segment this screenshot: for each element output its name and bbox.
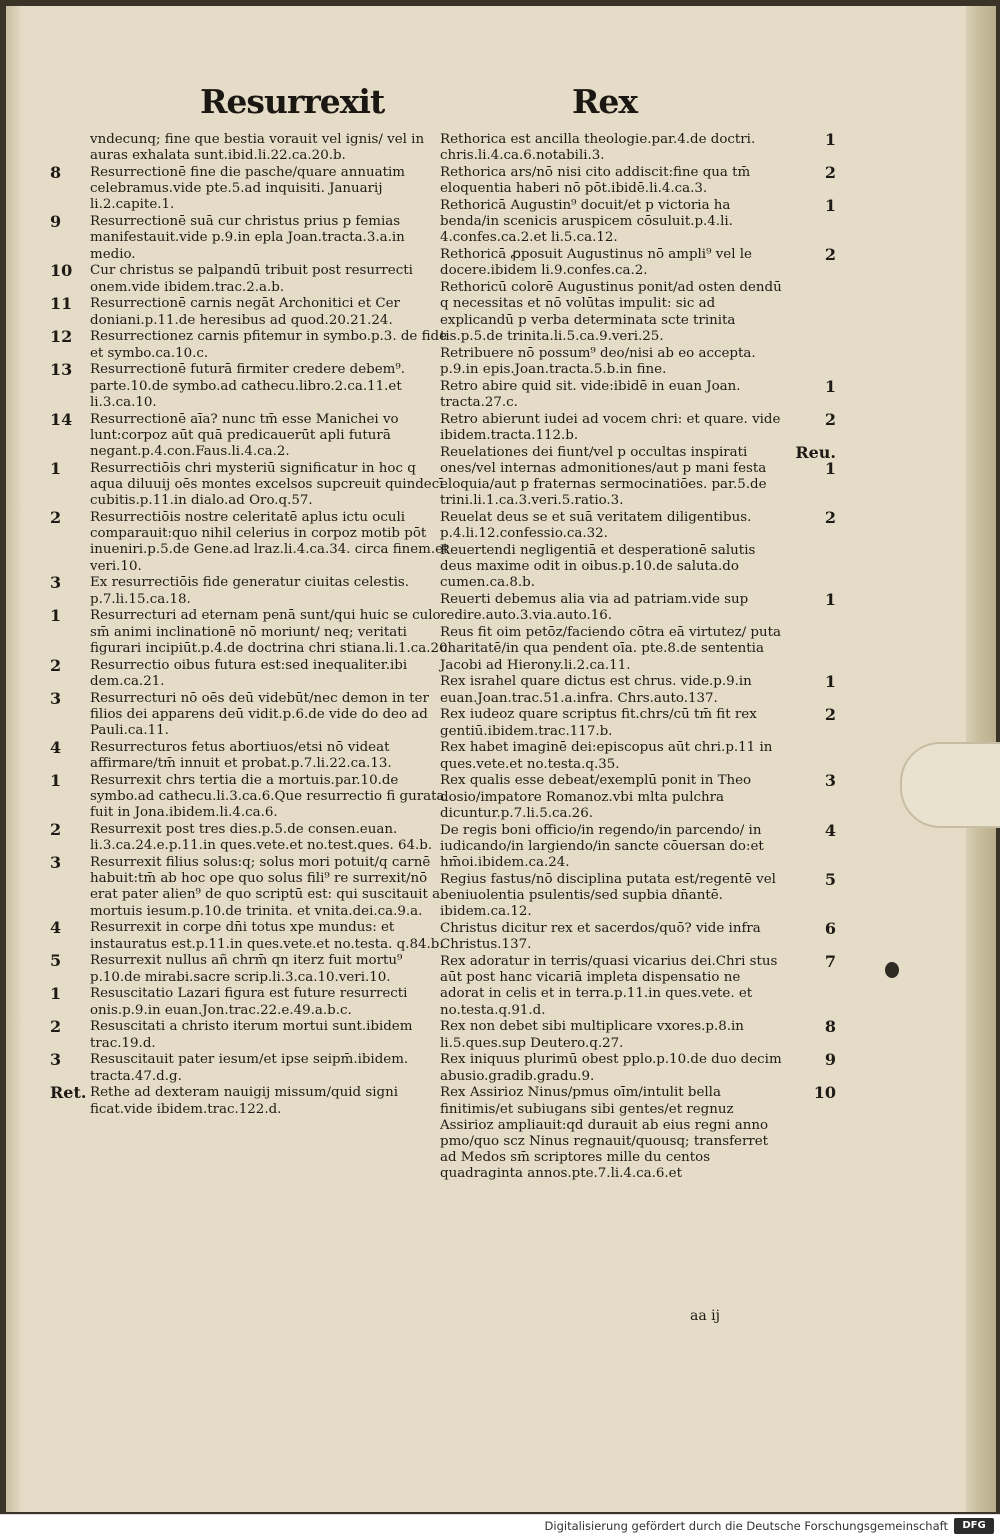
entry-text: Rex adoratur in terris/quasi vicarius dei.Chri stus aūt post hanc vicariā impleta dispensatio ne adorat in celis et in terra.p.11.in ques.vete. et no.testa.q.91.d. xyxy=(440,954,778,1018)
entry-number: Reu. 1 xyxy=(795,442,836,478)
entry-number: 5 xyxy=(824,869,836,889)
entry-text: Retribuere nō possum⁹ deo/nisi ab eo accepta. p.9.in epis.Joan.tracta.5.b.in fine. xyxy=(440,345,756,377)
entry-text: Reuertendi negligentiā et desperationē salutis deus maxime odit in oibus.p.10.de saluta.do cumen.ca.8.b. xyxy=(440,543,756,591)
entry-number: 1 xyxy=(50,606,62,626)
index-entry xyxy=(440,543,840,592)
entry-text: Resurrectionē fine die pasche/quare annuatim celebramus.vide pte.5.ad inquisiti. Januarij li.2.capite.1. xyxy=(90,165,405,213)
index-entry xyxy=(42,458,452,510)
index-entry xyxy=(42,855,452,920)
entry-number: Ret. xyxy=(50,1083,87,1103)
entry-number: 4 xyxy=(50,918,62,938)
index-entry xyxy=(42,688,452,740)
index-entry xyxy=(42,737,452,772)
entry-number: 3 xyxy=(50,853,62,873)
index-entry xyxy=(440,773,840,822)
entry-number: 9 xyxy=(824,1050,836,1070)
entry-text: vndecunq; fine que bestia vorauit vel ignis/ vel in auras exhalata sunt.ibid.li.22.ca.20.b. xyxy=(90,132,425,164)
index-entry xyxy=(42,296,452,328)
entry-number: 1 xyxy=(50,458,62,478)
running-head-right: Rex xyxy=(572,82,638,121)
entry-text: Rethorica ars/nō nisi cito addiscit:fine qua tm̄ eloquentia haberi nō pōt.ibidē.li.4.ca.3. xyxy=(440,165,751,197)
dfg-logo: DFG xyxy=(954,1518,994,1534)
right-column xyxy=(440,132,840,1183)
entry-number: 1 xyxy=(824,196,836,215)
entry-number: 2 xyxy=(50,820,62,840)
index-entry xyxy=(42,263,452,295)
entry-text: Resurrexit in corpe dn̄i totus xpe mundus: et instauratus est.p.11.in ques.vete.et no.testa. q.84.b. xyxy=(90,920,444,952)
entry-number: 11 xyxy=(50,294,73,314)
signature-mark: aa ij xyxy=(690,1308,720,1324)
entry-text: Resurrectionē aīa? nunc tm̄ esse Manichei vo lunt:corpoz aūt quā predicauerūt apli futurā negant.p.4.con.Faus.li.4.ca.2. xyxy=(90,411,399,460)
entry-text: Reus fit oim petōz/faciendo cōtra eā virtutez/ puta charitatē/in qua pendent oīa. pte.8.de sententia Jacobi ad Hierony.li.2.ca.11. xyxy=(440,625,781,673)
entry-number: 2 xyxy=(824,245,836,265)
index-entry xyxy=(42,510,452,575)
entry-text: Rex israhel quare dictus est chrus. vide.p.9.in euan.Joan.trac.51.a.infra. Chrs.auto.137. xyxy=(440,674,752,706)
entry-number: 1 xyxy=(50,984,62,1004)
entry-text: Retro abire quid sit. vide:ibidē in euan Joan. tracta.27.c. xyxy=(440,378,741,410)
left-column xyxy=(42,132,452,1118)
entry-number: 1 xyxy=(50,770,62,790)
entry-text: Rex habet imaginē dei:episcopus aūt chri.p.11 in ques.vete.et no.testa.q.35. xyxy=(440,740,773,772)
entry-text: Resurrectio oibus futura est:sed inequaliter.ibi dem.ca.21. xyxy=(90,657,408,689)
index-entry xyxy=(42,655,452,690)
index-entry xyxy=(42,608,452,657)
entry-number: 10 xyxy=(50,261,73,281)
entry-number: 1 xyxy=(824,590,836,610)
index-entry xyxy=(440,820,840,872)
entry-text: Ex resurrectiōis fide generatur ciuitas celestis. p.7.li.15.ca.18. xyxy=(90,575,410,607)
index-entry xyxy=(42,214,452,263)
entry-number: 4 xyxy=(824,820,836,840)
entry-number: 5 xyxy=(50,951,62,971)
entry-text: De regis boni officio/in regendo/in parcendo/ in iudicando/in largiendo/in sancte cōuersan do:et hm̄oi.ibidem.ca.24. xyxy=(440,822,764,871)
index-entry xyxy=(440,280,840,345)
entry-number: 9 xyxy=(50,212,62,232)
index-entry xyxy=(42,329,452,361)
index-entry xyxy=(440,592,840,624)
entry-number: 2 xyxy=(50,1017,62,1037)
entry-text: Resuscitauit pater iesum/et ipse seipm̄.ibidem. tracta.47.d.g. xyxy=(90,1052,409,1084)
index-entry xyxy=(440,625,840,674)
index-entry xyxy=(440,740,840,772)
index-entry xyxy=(440,247,840,279)
index-entry xyxy=(440,409,840,444)
index-entry xyxy=(42,165,452,214)
entry-text: Resurrectionē futurā firmiter credere debem⁹. parte.10.de symbo.ad cathecu.libro.2.ca.11.et li.3.ca.10. xyxy=(90,362,405,410)
index-entry xyxy=(42,953,452,985)
index-entry xyxy=(440,442,840,510)
entry-text: Rex non debet sibi multiplicare vxores.p.8.in li.5.ques.sup Deutero.q.27. xyxy=(440,1019,744,1051)
entry-text: Rex iniquus plurimū obest pplo.p.10.de duo decim abusio.gradib.gradu.9. xyxy=(440,1052,782,1084)
entry-number: 2 xyxy=(50,655,62,675)
footer-bar xyxy=(0,1514,1000,1538)
index-entry xyxy=(440,1085,840,1182)
entry-text: Retro abierunt iudei ad vocem chri: et quare. vide ibidem.tracta.112.b. xyxy=(440,411,781,443)
index-entry xyxy=(440,1019,840,1051)
entry-number: 13 xyxy=(50,360,73,380)
entry-number: 7 xyxy=(824,952,836,972)
index-entry xyxy=(440,376,840,411)
index-entry xyxy=(42,132,452,164)
footer-credit: Digitalisierung gefördert durch die Deutsche Forschungsgemeinschaft xyxy=(544,1519,948,1533)
entry-number: 10 xyxy=(813,1083,836,1103)
entry-number: 2 xyxy=(824,409,836,429)
entry-number: 4 xyxy=(50,737,62,757)
page-clip xyxy=(900,742,1000,828)
entry-text: Resuscitati a christo iterum mortui sunt.ibidem trac.19.d. xyxy=(90,1019,413,1051)
entry-text: Resurrexit post tres dies.p.5.de consen.euan. li.3.ca.24.e.p.11.in ques.vete.et no.test.ques. 64.b. xyxy=(90,822,433,854)
entry-text: Resurrectionez carnis pfitemur in symbo.p.3. de fide et symbo.ca.10.c. xyxy=(90,329,448,361)
index-entry xyxy=(42,1019,452,1051)
index-entry xyxy=(440,165,840,197)
index-entry xyxy=(42,770,452,822)
entry-number: 2 xyxy=(50,508,62,528)
index-entry xyxy=(440,510,840,542)
entry-text: Resurrectionē carnis negāt Archonitici et Cer doniani.p.11.de heresibus ad quod.20.21.24. xyxy=(90,296,400,328)
index-entry xyxy=(440,132,840,164)
entry-text: Cur christus se palpandū tribuit post resurrecti onem.vide ibidem.trac.2.a.b. xyxy=(90,263,413,295)
entry-text: Rex iudeoz quare scriptus fit.chrs/cū tm̄ fit rex gentiū.ibidem.trac.117.b. xyxy=(440,707,757,739)
entry-number: 3 xyxy=(50,1050,62,1070)
index-entry xyxy=(42,986,452,1018)
entry-text: Reuelat deus se et suā veritatem diligentibus. p.4.li.12.confessio.ca.32. xyxy=(440,510,752,542)
entry-text: Rex qualis esse debeat/exemplū ponit in Theo dosio/impatore Romanoz.vbi mlta pulchra dicuntur.p.7.li.5.ca.26. xyxy=(440,773,752,821)
entry-number: 2 xyxy=(824,163,836,182)
gutter-shadow xyxy=(6,6,22,1512)
entry-text: Rex Assirioz Ninus/pmus oīm/intulit bella finitimis/et subiugans sibi gentes/et regnuz Assirioz ampliauit:qd durauit ab eius regni anno pmo/quo scz Ninus regnauit/quousq; transferret ad Medos sm̄ scriptores mille du centos quadraginta annos.pte.7.li.4.ca.6.et xyxy=(440,1085,769,1182)
entry-number: 2 xyxy=(824,705,836,725)
entry-text: Regius fastus/nō disciplina putata est/regentē vel beniuolentia psulentis/sed supbia dn̄antē. ibidem.ca.12. xyxy=(440,871,776,920)
index-entry xyxy=(42,920,452,952)
entry-text: Resurrexit chrs tertia die a mortuis.par.10.de symbo.ad cathecu.li.3.ca.6.Que resurrectio fi gurata fuit in Jona.ibidem.li.4.ca.6. xyxy=(90,772,445,821)
entry-text: Resurrecturos fetus abortiuos/etsi nō videat affirmare/tm̄ innuit et probat.p.7.li.22.ca.13. xyxy=(90,739,392,772)
entry-number: 3 xyxy=(50,573,62,593)
entry-text: Reuelationes dei fiunt/vel p occultas inspirati ones/vel internas admonitiones/aut p mani festa eloquia/aut p fraternas sermocinatiōes. par.5.de trini.li.1.ca.3.veri.5.ratio.3. xyxy=(440,444,767,509)
entry-text: Rethe ad dexteram nauigij missum/quid signi ficat.vide ibidem.trac.122.d. xyxy=(90,1085,398,1117)
entry-number: 3 xyxy=(50,688,62,708)
entry-text: Rethoricā Augustin⁹ docuit/et p victoria ha benda/in scenicis aruspicem cōsuluit.p.4.li. 4.confes.ca.2.et li.5.ca.12. xyxy=(440,198,733,246)
index-entry xyxy=(440,869,840,921)
entry-text: Resurrecturi ad eternam penā sunt/qui huic se culo sm̄ animi inclinationē nō moriunt/ neq; veritati figurari incipiūt.p.4.de doctrina chri stiana.li.1.ca.20. xyxy=(90,608,452,656)
entry-number: 8 xyxy=(50,163,62,182)
entry-text: Rethoricā ꝓposuit Augustinus nō ampli⁹ vel le docere.ibidem li.9.confes.ca.2. xyxy=(440,247,752,279)
entry-text: Rethorica est ancilla theologie.par.4.de doctri. chris.li.4.ca.6.notabili.3. xyxy=(440,132,756,164)
index-entry xyxy=(42,409,452,461)
entry-number: 14 xyxy=(50,409,73,429)
entry-text: Resurrexit filius solus:q; solus mori potuit/q carnē habuit:tm̄ ab hoc ope quo solus fili⁹ re surrexit/nō erat pater alien⁹ de quo scriptū est: qui suscitauit a mortuis iesum.p.10.de trinita. et vnita.dei.ca.9.a. xyxy=(90,855,441,919)
entry-text: Resurrectiōis chri mysteriū significatur in hoc q aqua diluuij oēs montes excelsos supcreuit quindecī cubitis.p.11.in dialo.ad Oro.q.57. xyxy=(90,460,444,509)
index-entry xyxy=(42,1085,452,1117)
entry-number: 1 xyxy=(824,672,836,692)
entry-text: Reuerti debemus alia via ad patriam.vide sup redire.auto.3.via.auto.16. xyxy=(440,592,749,624)
index-entry xyxy=(440,346,840,378)
entry-text: Resurrecturi nō oēs deū videbūt/nec demon in ter filios dei apparens deū vidit.p.6.de vide do deo ad Pauli.ca.11. xyxy=(90,690,429,739)
index-entry xyxy=(440,674,840,706)
entry-text: Christus dicitur rex et sacerdos/quō? vide infra Christus.137. xyxy=(440,921,761,953)
index-entry xyxy=(440,921,840,953)
index-entry xyxy=(440,707,840,739)
running-head-left: Resurrexit xyxy=(200,82,385,121)
index-entry xyxy=(42,362,452,411)
entry-text: Rethoricū colorē Augustinus ponit/ad osten dendū q necessitas et nō volūtas impulit: sic ad explicandū p verba determinata scte trinita tis.p.5.de trinita.li.5.ca.9.veri.25. xyxy=(440,280,782,344)
entry-text: Resurrexit nullus añ chrm̄ qn iterz fuit mortu⁹ p.10.de mirabi.sacre scrip.li.3.ca.10.veri.10. xyxy=(90,953,403,985)
entry-text: Resuscitatio Lazari figura est future resurrecti onis.p.9.in euan.Jon.trac.22.e.49.a.b.c. xyxy=(90,986,408,1018)
entry-number: 2 xyxy=(824,508,836,528)
index-entry xyxy=(42,1052,452,1084)
index-entry xyxy=(42,575,452,607)
entry-text: Resurrectiōis nostre celeritatē aplus ictu oculi comparauit:quo nihil celerius in corpoz motib pōt inueniri.p.5.de Gene.ad lraz.li.4.ca.34. circa finem.et veri.10. xyxy=(90,510,449,574)
entry-number: 8 xyxy=(824,1017,836,1037)
binding-hole xyxy=(885,962,899,978)
index-entry xyxy=(440,1052,840,1084)
entry-number: 6 xyxy=(824,919,836,939)
index-entry xyxy=(440,954,840,1019)
entry-text: Resurrectionē suā cur christus prius p femias manifestauit.vide p.9.in epla Joan.tracta.3.a.in medio. xyxy=(90,214,405,262)
entry-number: 1 xyxy=(824,376,836,396)
entry-number: 1 xyxy=(824,130,836,149)
index-entry xyxy=(440,198,840,247)
index-entry xyxy=(42,822,452,854)
entry-number: 12 xyxy=(50,327,73,347)
entry-number: 3 xyxy=(824,771,836,791)
